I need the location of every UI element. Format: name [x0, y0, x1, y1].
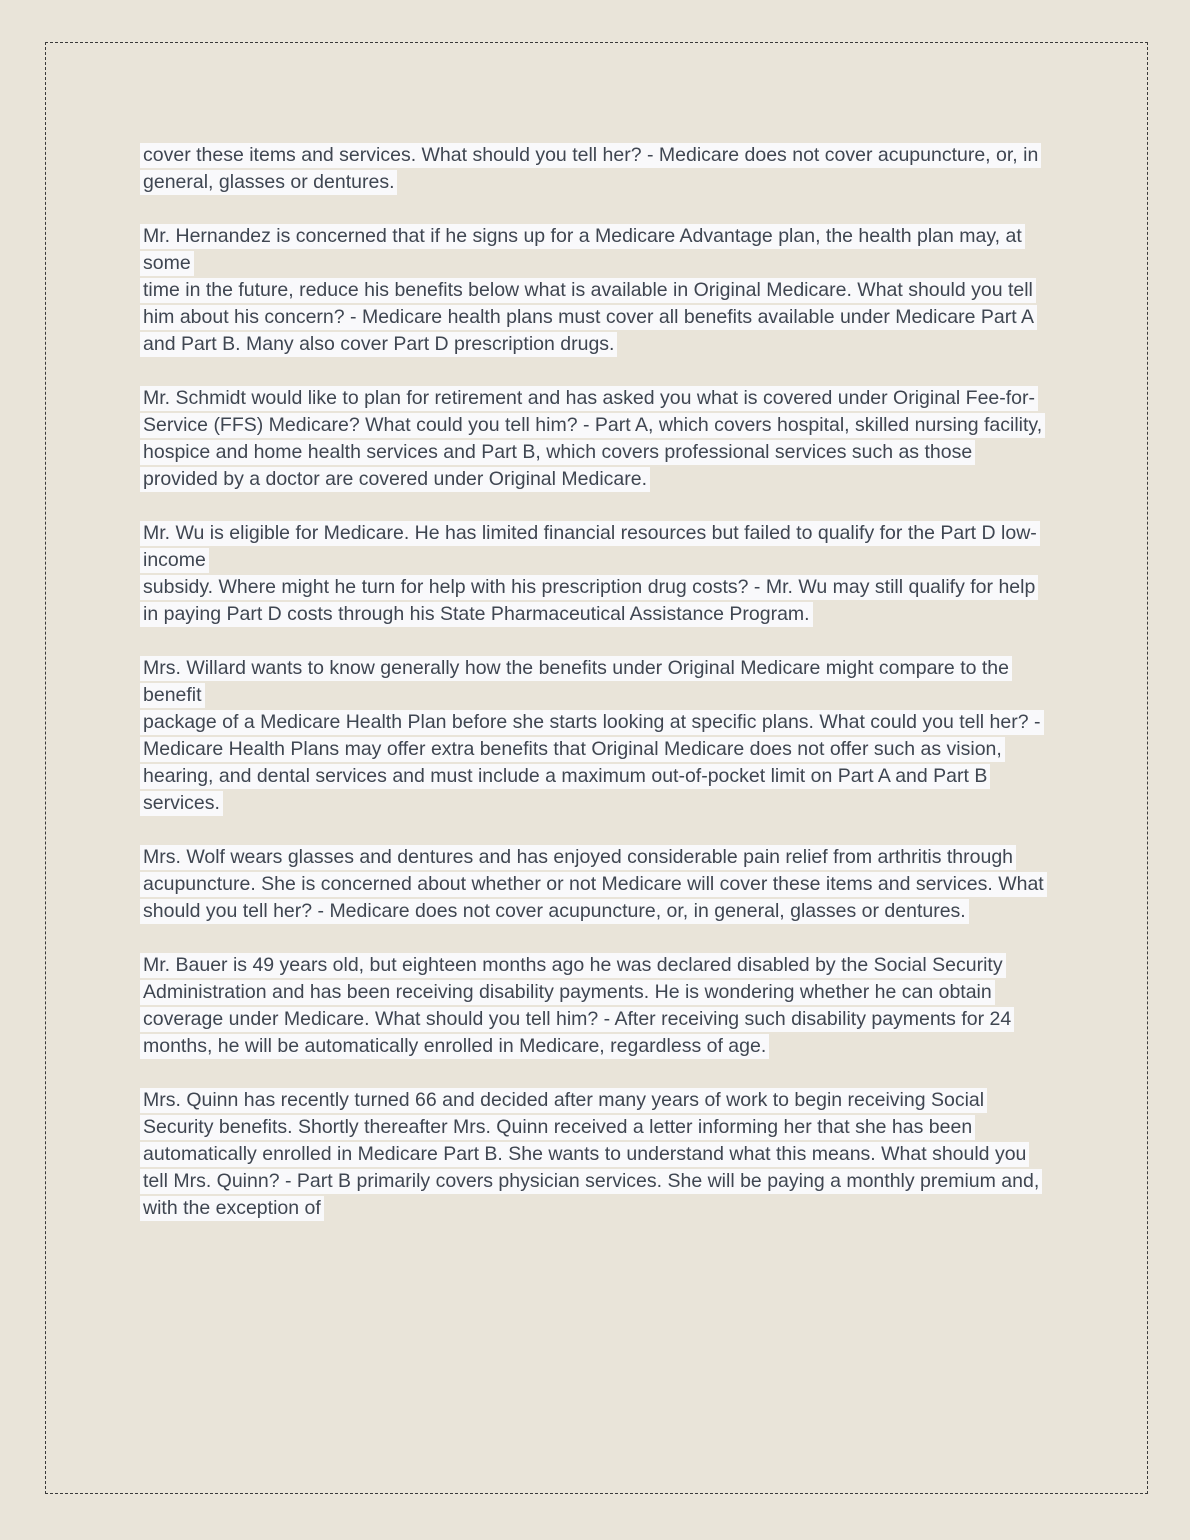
- highlighted-text: acupuncture. She is concerned about whether or not Medicare will cover these items and services. What should you tell her? - Medicare does not cover acupuncture, or, in general, glasses or dentures.: [140, 872, 1047, 924]
- highlighted-text: subsidy. Where might he turn for help with his prescription drug costs? - Mr. Wu may still qualify for help in paying Part D costs through his State Pharmaceutical Assistance Program.: [140, 575, 1038, 627]
- highlighted-text: Mrs. Willard wants to know generally how the benefits under Original Medicare might compare to the benefit: [140, 656, 1012, 708]
- highlighted-text: Mrs. Quinn has recently turned 66 and decided after many years of work to begin receiving Social Security benefits. Shortly thereafter Mrs. Quinn received a letter informing her that she has been automatically enrolled in Medicare Part B. She wants to understand what this means. What should you tell Mrs. Quinn? - Part B primarily covers physician services. She will be paying a monthly premium and, with the exception of: [140, 1088, 1042, 1221]
- paragraph-segment: [140, 844, 1048, 871]
- highlighted-text: Mr. Schmidt would like to plan for retirement and has asked you what is covered under Original Fee-for-Service (FFS) Medicare? What could you tell him? - Part A, which covers hospital, skilled nursing facility, hospice and home health services and Part B, which covers professional services such as those provided by a doctor are covered under Original Medicare.: [140, 386, 1045, 492]
- paragraph-segment: [140, 142, 1048, 196]
- highlighted-text: cover these items and services. What should you tell her? - Medicare does not cover acupuncture, or, in general, glasses or dentures.: [140, 143, 1041, 195]
- paragraph-segment: [140, 385, 1048, 493]
- paragraph-segment: [140, 952, 1048, 1060]
- paragraph-segment: [140, 574, 1048, 628]
- highlighted-text: package of a Medicare Health Plan before she starts looking at specific plans. What could you tell her? - Medicare Health Plans may offer extra benefits that Original Medicare does not offer such as vision, hearing, and dental services and must include a maximum out-of-pocket limit on Part A and Part B services.: [140, 710, 1044, 816]
- paragraph: [140, 223, 1048, 358]
- highlighted-text: time in the future, reduce his benefits below what is available in Original Medicare. What should you tell him about his concern? - Medicare health plans must cover all benefits available under Medicare Part A and Part B. Many also cover Part D prescription drugs.: [140, 278, 1037, 357]
- document-content: [140, 142, 1048, 1249]
- paragraph: [140, 385, 1048, 493]
- highlighted-text: Mrs. Wolf wears glasses and dentures and has enjoyed considerable pain relief from arthritis through: [140, 845, 1016, 870]
- paragraph: [140, 655, 1048, 817]
- paragraph-segment: [140, 520, 1048, 574]
- highlighted-text: Mr. Hernandez is concerned that if he signs up for a Medicare Advantage plan, the health plan may, at some: [140, 224, 1025, 276]
- paragraph: [140, 142, 1048, 196]
- paragraph-segment: [140, 1087, 1048, 1222]
- highlighted-text: Mr. Wu is eligible for Medicare. He has limited financial resources but failed to qualify for the Part D low-income: [140, 521, 1040, 573]
- paragraph-segment: [140, 709, 1048, 817]
- paragraph-segment: [140, 871, 1048, 925]
- paragraph: [140, 1087, 1048, 1222]
- paragraph: [140, 952, 1048, 1060]
- highlighted-text: Mr. Bauer is 49 years old, but eighteen months ago he was declared disabled by the Social Security Administration and has been receiving disability payments. He is wondering whether he can obtain coverage under Medicare. What should you tell him? - After receiving such disability payments for 24 months, he will be automatically enrolled in Medicare, regardless of age.: [140, 953, 1014, 1059]
- paragraph-segment: [140, 277, 1048, 358]
- paragraph: [140, 520, 1048, 628]
- paragraph: [140, 844, 1048, 925]
- paragraph-segment: [140, 223, 1048, 277]
- paragraph-segment: [140, 655, 1048, 709]
